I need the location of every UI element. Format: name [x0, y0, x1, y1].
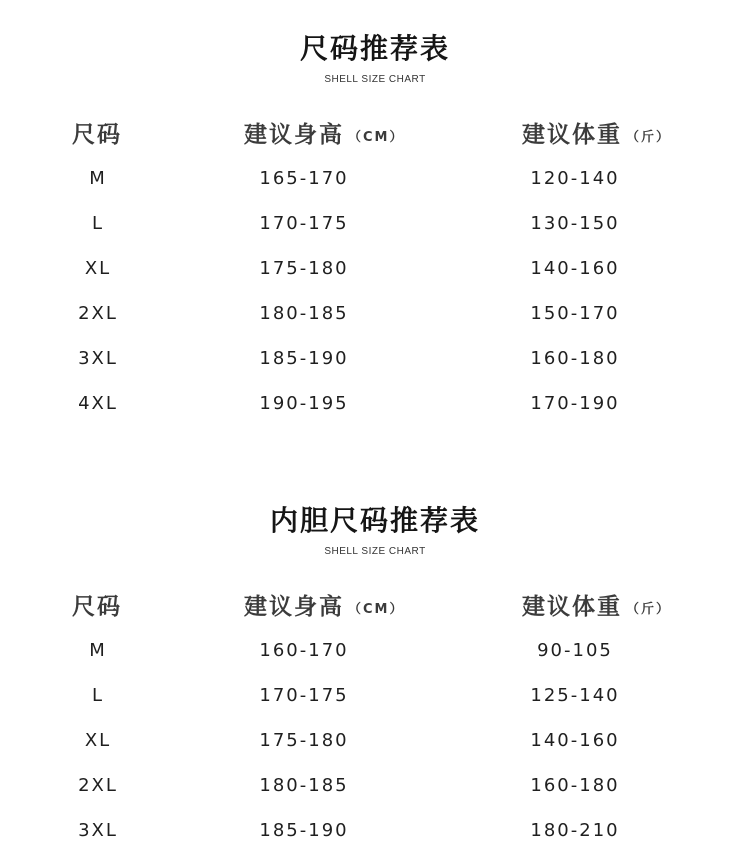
- weight-cell: 125-140: [530, 685, 620, 706]
- table-row: [0, 818, 750, 863]
- height-cell: 190-195: [259, 393, 349, 414]
- weight-cell: 140-160: [530, 730, 620, 751]
- column-header-height-label: 建议身高: [244, 122, 344, 148]
- column-header-height-unit: （CM）: [348, 602, 405, 617]
- size-cell: 2XL: [78, 775, 118, 796]
- column-header-weight: [522, 120, 671, 153]
- size-chart-rows: [0, 166, 750, 436]
- column-header-size-label: 尺码: [72, 594, 122, 620]
- height-cell: 170-175: [259, 685, 349, 706]
- liner-size-chart-subtitle: SHELL SIZE CHART: [324, 546, 426, 557]
- column-header-height-label: 建议身高: [244, 594, 344, 620]
- height-cell: 175-180: [259, 730, 349, 751]
- table-row: [0, 683, 750, 728]
- table-row: [0, 728, 750, 773]
- height-cell: 185-190: [259, 820, 349, 841]
- table-row: [0, 256, 750, 301]
- weight-cell: 160-180: [530, 775, 620, 796]
- height-cell: 180-185: [259, 775, 349, 796]
- weight-cell: 160-180: [530, 348, 620, 369]
- size-chart-title: 尺码推荐表: [299, 32, 450, 65]
- column-header-weight-unit: （斤）: [626, 602, 672, 617]
- table-row: [0, 301, 750, 346]
- column-header-size: [72, 592, 122, 622]
- column-header-size-label: 尺码: [72, 122, 122, 148]
- size-cell: L: [91, 685, 105, 706]
- weight-cell: 130-150: [530, 213, 620, 234]
- column-header-height: [244, 592, 404, 625]
- weight-cell: 150-170: [530, 303, 620, 324]
- size-cell: XL: [84, 730, 112, 751]
- weight-cell: 180-210: [530, 820, 620, 841]
- height-cell: 170-175: [259, 213, 349, 234]
- weight-cell: 90-105: [537, 640, 613, 661]
- table-row: [0, 166, 750, 211]
- size-cell: 4XL: [78, 393, 118, 414]
- weight-cell: 170-190: [530, 393, 620, 414]
- height-cell: 160-170: [259, 640, 349, 661]
- column-header-height: [244, 120, 404, 153]
- size-cell: 2XL: [78, 303, 118, 324]
- size-cell: 3XL: [78, 348, 118, 369]
- size-cell: M: [89, 640, 107, 661]
- size-cell: 3XL: [78, 820, 118, 841]
- height-cell: 185-190: [259, 348, 349, 369]
- height-cell: 180-185: [259, 303, 349, 324]
- column-header-weight-label: 建议体重: [522, 122, 622, 148]
- size-cell: M: [89, 168, 107, 189]
- liner-size-chart-title: 内胆尺码推荐表: [269, 504, 480, 537]
- size-chart-subtitle: SHELL SIZE CHART: [324, 74, 426, 85]
- weight-cell: 140-160: [530, 258, 620, 279]
- height-cell: 165-170: [259, 168, 349, 189]
- table-row: [0, 638, 750, 683]
- column-header-height-unit: （CM）: [348, 130, 405, 145]
- column-header-weight: [522, 592, 671, 625]
- column-header-weight-unit: （斤）: [626, 130, 672, 145]
- table-row: [0, 211, 750, 256]
- liner-size-chart-rows: [0, 638, 750, 863]
- height-cell: 175-180: [259, 258, 349, 279]
- size-cell: XL: [84, 258, 112, 279]
- table-row: [0, 346, 750, 391]
- size-cell: L: [91, 213, 105, 234]
- weight-cell: 120-140: [530, 168, 620, 189]
- table-row: [0, 391, 750, 436]
- column-header-size: [72, 120, 122, 150]
- column-header-weight-label: 建议体重: [522, 594, 622, 620]
- table-row: [0, 773, 750, 818]
